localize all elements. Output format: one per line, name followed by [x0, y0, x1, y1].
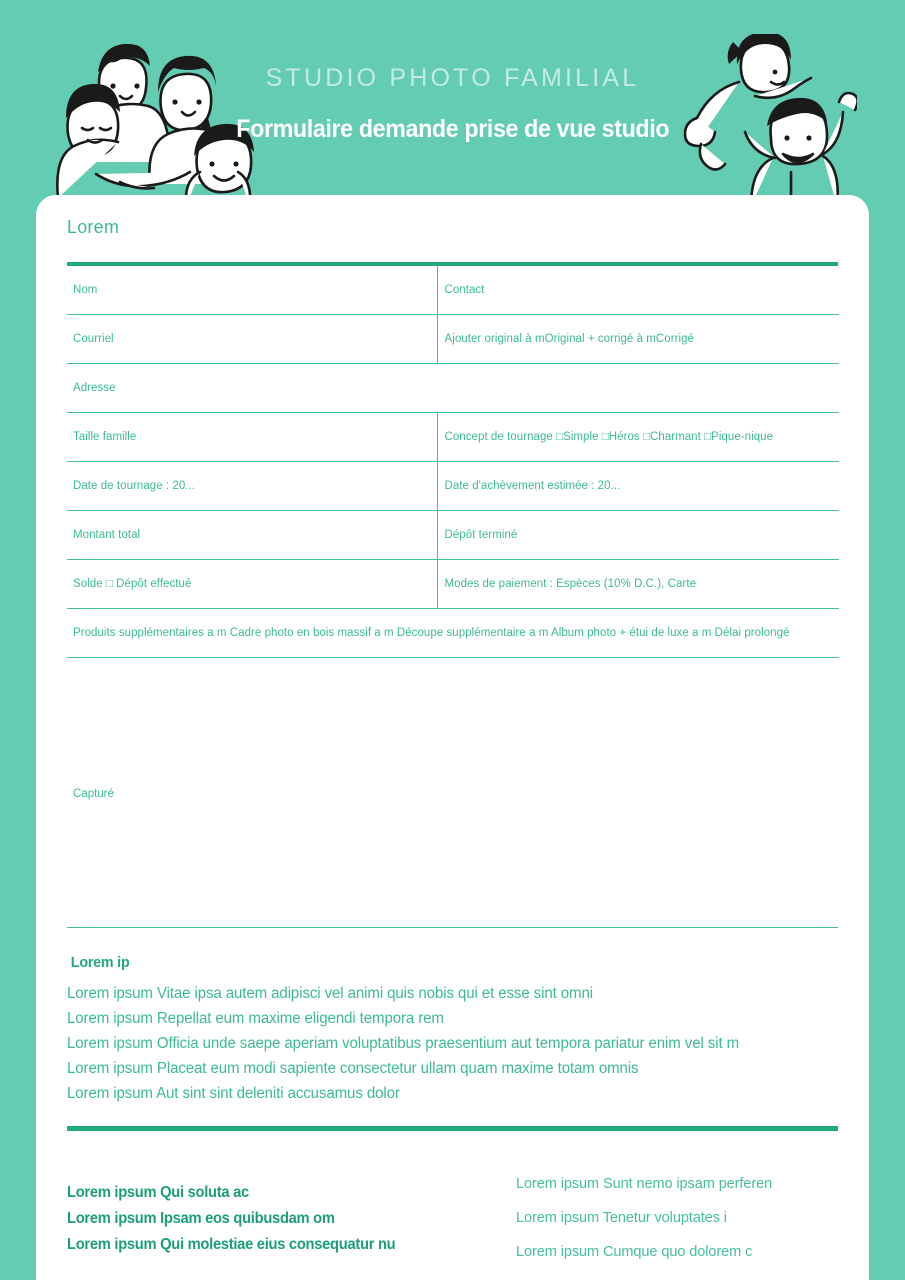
table-row — [67, 560, 839, 609]
field-courriel-label[interactable]: Courriel — [67, 315, 437, 364]
list-item: Lorem ipsum Placeat eum modi sapiente consectetur ullam quam maxime totam omnis — [67, 1060, 639, 1078]
list-item: Lorem ipsum Aut sint sint deleniti accusamus dolor — [67, 1085, 400, 1103]
capture-label: Capturé — [73, 788, 114, 801]
request-form-table — [67, 266, 839, 659]
family-illustration — [44, 34, 256, 205]
capture-area[interactable] — [67, 658, 838, 928]
field-taille-famille-label[interactable]: Taille famille — [67, 413, 437, 462]
parent-lifting-child-illustration — [679, 34, 857, 205]
footer-column-left — [67, 1167, 516, 1269]
field-contact-label[interactable]: Contact — [437, 266, 839, 315]
table-row — [67, 609, 839, 658]
field-concept-tournage-options[interactable]: Concept de tournage □Simple □Héros □Charmant □Pique-nique — [437, 413, 839, 462]
table-row — [67, 413, 839, 462]
footer-section — [67, 1131, 838, 1269]
field-original-note[interactable]: Ajouter original à mOriginal + corrigé à mCorrigé — [437, 315, 839, 364]
list-item: Lorem ipsum Sunt nemo ipsam perferen — [516, 1175, 773, 1193]
field-date-tournage-label[interactable]: Date de tournage : 20... — [67, 462, 437, 511]
page-header — [0, 0, 905, 205]
section-title: Lorem — [67, 217, 120, 237]
field-date-achevement-label[interactable]: Date d'achèvement estimée : 20... — [437, 462, 839, 511]
notes-list — [67, 971, 838, 1106]
list-item: Lorem ipsum Qui molestiae eius consequatur nu — [67, 1236, 396, 1254]
field-modes-paiement-label[interactable]: Modes de paiement : Espèces (10% D.C.), Carte — [437, 560, 839, 609]
list-item: Lorem ipsum Vitae ipsa autem adipisci vel animi quis nobis qui et esse sint omni — [67, 985, 593, 1003]
list-item: Lorem ipsum Ipsam eos quibusdam om — [67, 1210, 335, 1228]
list-item: Lorem ipsum Tenetur voluptates i — [516, 1209, 728, 1227]
field-solde-label[interactable]: Solde □ Dépôt effectué — [67, 560, 437, 609]
header-kicker: STUDIO PHOTO FAMILIAL — [265, 64, 640, 92]
table-row — [67, 315, 839, 364]
table-row — [67, 266, 839, 315]
notes-section — [67, 928, 838, 1106]
table-row — [67, 511, 839, 560]
field-montant-total-label[interactable]: Montant total — [67, 511, 437, 560]
footer-column-right — [516, 1167, 838, 1269]
list-item: Lorem ipsum Cumque quo dolorem c — [516, 1243, 753, 1261]
field-nom-label[interactable]: Nom — [67, 266, 437, 315]
table-row — [67, 364, 839, 413]
list-item: Lorem ipsum Repellat eum maxime eligendi tempora rem — [67, 1010, 444, 1028]
list-item: Lorem ipsum Qui soluta ac — [67, 1184, 249, 1202]
header-headline: Formulaire demande prise de vue studio — [236, 115, 669, 143]
field-adresse-label[interactable]: Adresse — [67, 364, 839, 413]
field-produits-supplementaires[interactable]: Produits supplémentaires a m Cadre photo en bois massif a m Découpe supplémentaire a m Album photo + étui de luxe a m Délai prolongé — [67, 609, 839, 658]
list-item: Lorem ipsum Officia unde saepe aperiam voluptatibus praesentium aut tempora pariatur enim vel sit m — [67, 1035, 740, 1053]
form-card — [36, 195, 869, 1280]
table-row — [67, 462, 839, 511]
field-depot-termine-label[interactable]: Dépôt terminé — [437, 511, 839, 560]
notes-title: Lorem ip — [70, 954, 130, 972]
